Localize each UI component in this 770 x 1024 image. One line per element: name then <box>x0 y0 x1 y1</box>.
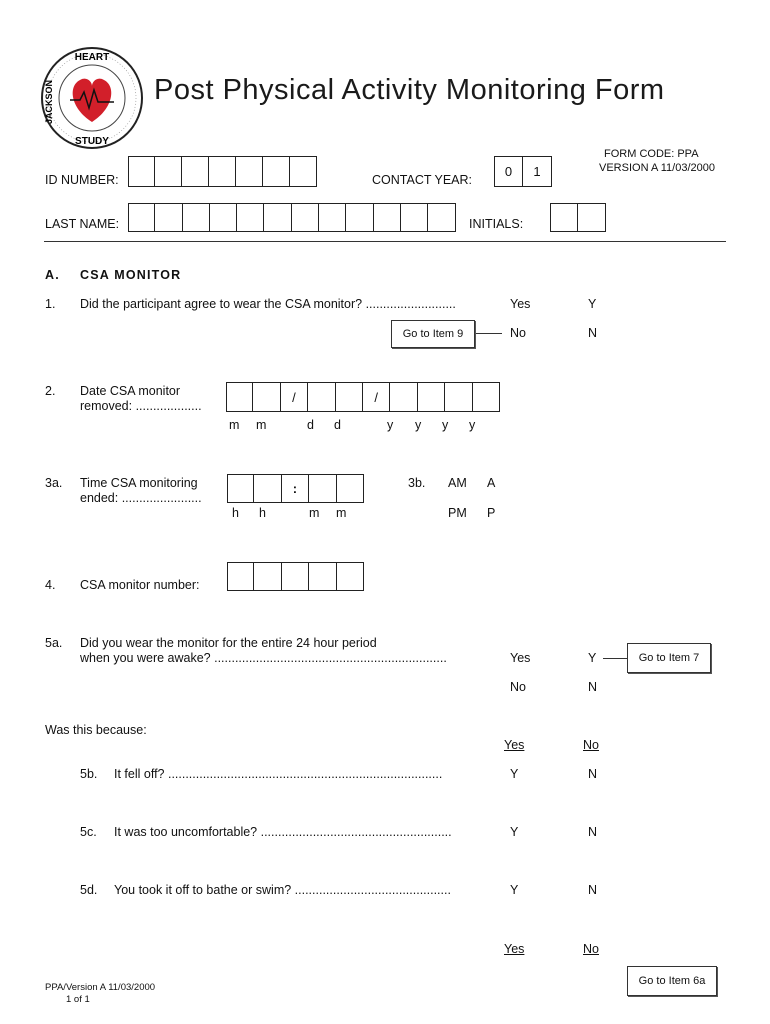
id-digit-box[interactable] <box>263 156 290 187</box>
time-label-m: m <box>309 506 320 520</box>
q2-number: 2. <box>45 384 56 398</box>
section-a-title: CSA MONITOR <box>80 268 182 282</box>
date-slash: / <box>363 382 390 412</box>
date-label-y: y <box>387 418 394 432</box>
q5d-yes-code[interactable]: Y <box>510 883 519 897</box>
q5a-no-code[interactable]: N <box>588 680 598 694</box>
q5b-text: It fell off? ............................................................................... <box>114 767 443 781</box>
q5a-yes-label: Yes <box>510 651 531 665</box>
time-box-hour[interactable] <box>254 474 281 503</box>
last-name-letter-box[interactable] <box>401 203 428 232</box>
svg-text:STUDY: STUDY <box>75 136 109 147</box>
last-name-letter-box[interactable] <box>346 203 373 232</box>
last-name-letter-box[interactable] <box>264 203 291 232</box>
date-label-m: m <box>256 418 267 432</box>
q1-text: Did the participant agree to wear the CSA monitor? .......................... <box>80 297 456 311</box>
date-box-year[interactable] <box>445 382 472 412</box>
q5d-number: 5d. <box>80 883 98 897</box>
q5a-text-line1: Did you wear the monitor for the entire 24 hour period <box>80 636 377 650</box>
date-box-day[interactable] <box>336 382 363 412</box>
q5a-yes-code[interactable]: Y <box>588 651 597 665</box>
last-name-label: LAST NAME: <box>45 217 120 231</box>
q4-monitor-number-boxes <box>227 562 364 591</box>
column-header-yes-bottom: Yes <box>504 942 525 956</box>
id-number-boxes <box>128 156 317 187</box>
q1-number: 1. <box>45 297 56 311</box>
id-digit-box[interactable] <box>209 156 236 187</box>
date-box-month[interactable] <box>253 382 280 412</box>
because-heading: Was this because: <box>45 723 147 737</box>
q3b-pm-label: PM <box>448 506 467 520</box>
q5a-goto-connector <box>603 658 627 659</box>
q3a-text-line2: ended: ....................... <box>80 491 202 505</box>
form-version: VERSION A 11/03/2000 <box>599 162 715 174</box>
monitor-number-box[interactable] <box>337 562 364 591</box>
date-box-day[interactable] <box>308 382 335 412</box>
date-label-d: d <box>307 418 314 432</box>
q3a-text-line1: Time CSA monitoring <box>80 476 198 490</box>
q1-no-code[interactable]: N <box>588 326 598 340</box>
q3a-number: 3a. <box>45 476 63 490</box>
initial-letter-box[interactable] <box>550 203 578 232</box>
initial-letter-box[interactable] <box>578 203 606 232</box>
q2-text-line2: removed: ................... <box>80 399 202 413</box>
time-label-h: h <box>232 506 239 520</box>
last-name-letter-box[interactable] <box>319 203 346 232</box>
q5d-text: You took it off to bathe or swim? ............................................. <box>114 883 451 897</box>
contact-year-boxes <box>494 156 552 187</box>
svg-text:HEART: HEART <box>74 52 110 63</box>
q2-date-boxes <box>226 382 500 412</box>
id-digit-box[interactable] <box>128 156 155 187</box>
last-name-letter-box[interactable] <box>374 203 401 232</box>
q1-yes-code[interactable]: Y <box>588 297 597 311</box>
q3b-number: 3b. <box>408 476 426 490</box>
date-box-year[interactable] <box>418 382 445 412</box>
q3b-am-code[interactable]: A <box>487 476 496 490</box>
time-label-m: m <box>336 506 347 520</box>
initials-label: INITIALS: <box>469 217 524 231</box>
contact-year-label: CONTACT YEAR: <box>372 173 473 187</box>
q3a-time-boxes <box>227 474 364 503</box>
q5b-yes-code[interactable]: Y <box>510 767 519 781</box>
footer-page: 1 of 1 <box>66 994 90 1005</box>
q4-text: CSA monitor number: <box>80 578 200 592</box>
date-label-y: y <box>415 418 422 432</box>
jhs-logo <box>40 46 144 150</box>
form-code: FORM CODE: PPA <box>604 148 699 160</box>
date-label-y: y <box>469 418 476 432</box>
monitor-number-box[interactable] <box>254 562 281 591</box>
last-name-letter-box[interactable] <box>428 203 455 232</box>
date-label-m: m <box>229 418 240 432</box>
time-colon: : <box>282 474 309 503</box>
time-label-h: h <box>259 506 266 520</box>
q5c-text: It was too uncomfortable? ....................................................... <box>114 825 452 839</box>
monitor-number-box[interactable] <box>227 562 254 591</box>
svg-text:JACKSON: JACKSON <box>44 79 54 125</box>
q1-goto-connector <box>476 333 502 334</box>
time-box-hour[interactable] <box>227 474 254 503</box>
footer-version: PPA/Version A 11/03/2000 <box>45 982 156 993</box>
header-divider <box>44 241 726 242</box>
last-name-letter-box[interactable] <box>210 203 237 232</box>
q3b-pm-code[interactable]: P <box>487 506 496 520</box>
date-box-year[interactable] <box>473 382 500 412</box>
date-box-year[interactable] <box>390 382 417 412</box>
q5a-number: 5a. <box>45 636 63 650</box>
goto-item-6a: Go to Item 6a <box>627 966 717 996</box>
q1-no-label: No <box>510 326 526 340</box>
q5c-number: 5c. <box>80 825 97 839</box>
q5c-no-code[interactable]: N <box>588 825 598 839</box>
last-name-letter-box[interactable] <box>237 203 264 232</box>
q2-text-line1: Date CSA monitor <box>80 384 181 398</box>
initials-boxes <box>550 203 606 232</box>
q5d-no-code[interactable]: N <box>588 883 598 897</box>
time-box-minute[interactable] <box>337 474 364 503</box>
time-box-minute[interactable] <box>309 474 336 503</box>
q1-yes-label: Yes <box>510 297 531 311</box>
q4-number: 4. <box>45 578 56 592</box>
monitor-number-box[interactable] <box>282 562 309 591</box>
q3b-am-label: AM <box>448 476 467 490</box>
last-name-letter-box[interactable] <box>128 203 155 232</box>
date-label-d: d <box>334 418 341 432</box>
q5a-no-label: No <box>510 680 526 694</box>
q1-goto-item-9: Go to Item 9 <box>391 320 475 348</box>
id-digit-box[interactable] <box>290 156 317 187</box>
q5a-text-line2: when you were awake? ................................................................... <box>80 651 447 665</box>
monitor-number-box[interactable] <box>309 562 336 591</box>
contact-year-digit: 1 <box>523 156 552 187</box>
last-name-letter-box[interactable] <box>292 203 319 232</box>
id-number-label: ID NUMBER: <box>45 173 119 187</box>
section-a-letter: A. <box>45 268 60 282</box>
id-digit-box[interactable] <box>236 156 263 187</box>
column-header-yes: Yes <box>504 738 525 752</box>
q5b-number: 5b. <box>80 767 98 781</box>
date-label-y: y <box>442 418 449 432</box>
id-digit-box[interactable] <box>182 156 209 187</box>
id-digit-box[interactable] <box>155 156 182 187</box>
last-name-letter-box[interactable] <box>183 203 210 232</box>
column-header-no: No <box>583 738 599 752</box>
page-title: Post Physical Activity Monitoring Form <box>154 74 665 106</box>
contact-year-digit: 0 <box>494 156 523 187</box>
q5c-yes-code[interactable]: Y <box>510 825 519 839</box>
date-slash: / <box>281 382 308 412</box>
last-name-letter-box[interactable] <box>155 203 182 232</box>
date-box-month[interactable] <box>226 382 253 412</box>
last-name-boxes <box>128 203 456 232</box>
column-header-no-bottom: No <box>583 942 599 956</box>
q5a-goto-item-7: Go to Item 7 <box>627 643 711 673</box>
q5b-no-code[interactable]: N <box>588 767 598 781</box>
